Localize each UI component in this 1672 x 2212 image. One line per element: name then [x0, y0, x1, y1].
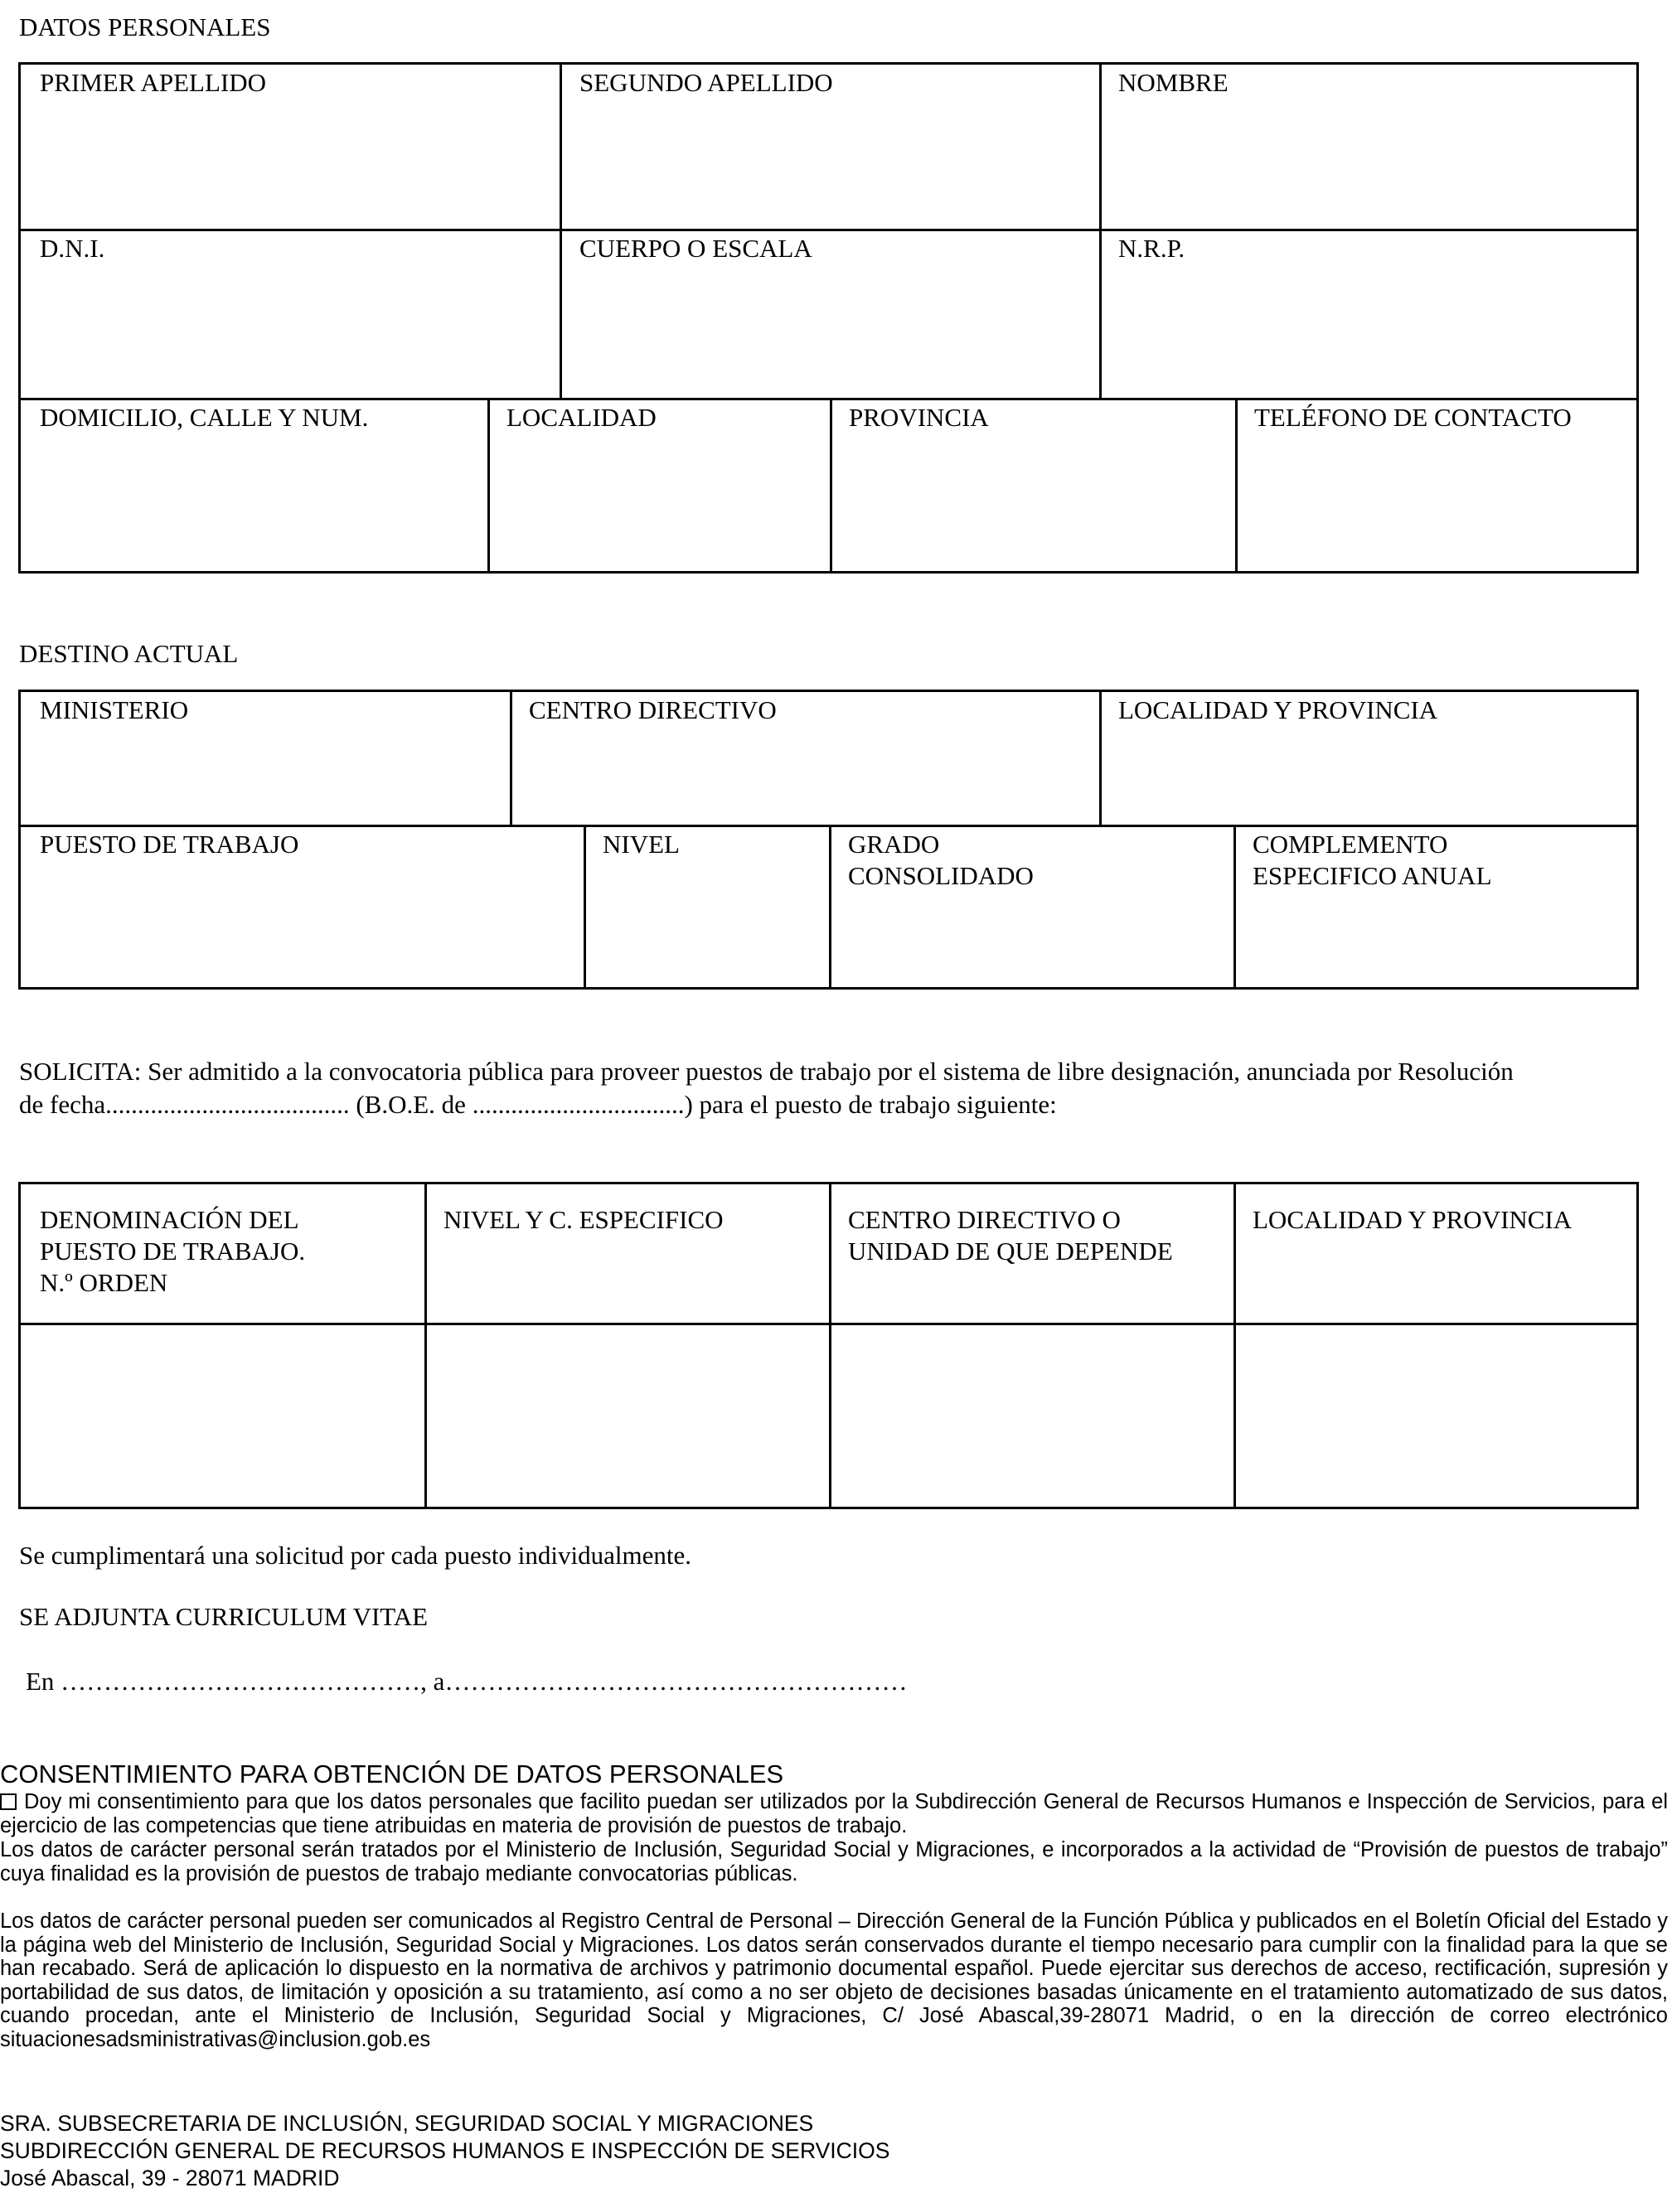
provincia-field[interactable]: PROVINCIA: [849, 403, 989, 432]
solicita-line-1: SOLICITA: Ser admitido a la convocatoria pública para proveer puestos de trabajo por el sistema de libre designación, anunciada por Resolución: [19, 1057, 1514, 1086]
complemento-field[interactable]: COMPLEMENTO ESPECIFICO ANUAL: [1253, 830, 1492, 890]
header-denominacion: DENOMINACIÓN DEL PUESTO DE TRABAJO. N.º ORDEN: [40, 1205, 306, 1297]
header-nivel-especifico: NIVEL Y C. ESPECIFICO: [443, 1205, 724, 1234]
column-divider: [487, 399, 490, 572]
segundo-apellido-field[interactable]: SEGUNDO APELLIDO: [579, 68, 833, 97]
datos-personales-table: [18, 62, 1639, 574]
puesto-solicitado-table: [18, 1182, 1639, 1509]
column-divider: [830, 399, 832, 572]
column-divider: [584, 826, 586, 988]
consentimiento-checkbox-paragraph: [0, 1790, 1668, 1837]
column-divider: [560, 65, 562, 399]
grado-consolidado-field[interactable]: GRADO CONSOLIDADO: [848, 830, 1034, 890]
column-divider: [829, 826, 831, 988]
nivel-especifico-input-cell[interactable]: [427, 1325, 829, 1507]
header-centro-directivo: CENTRO DIRECTIVO O UNIDAD DE QUE DEPENDE: [848, 1205, 1173, 1266]
domicilio-field[interactable]: DOMICILIO, CALLE Y NUM.: [40, 403, 369, 432]
denominacion-input-cell[interactable]: [21, 1325, 424, 1507]
destino-actual-table: [18, 690, 1639, 990]
column-divider: [1099, 692, 1102, 826]
nivel-field[interactable]: NIVEL: [603, 830, 680, 859]
localidad-field[interactable]: LOCALIDAD: [506, 403, 657, 432]
nrp-field[interactable]: N.R.P.: [1118, 234, 1185, 263]
consentimiento-paragraph-2: Los datos de carácter personal pueden ser comunicados al Registro Central de Personal – Dirección General de la Función Pública y publicados en el Boletín Oficial del Estado y la página web del Ministerio de Inclusión, Seguridad Social y Migraciones. Los datos serán conservados durante el tiempo necesario para cumplir con la finalidad para la que se han recabado. Será de aplicación lo dispuesto en la normativa de archivos y patrimonio documental español. Puede ejercitar sus derechos de acceso, rectificación, supresión y portabilidad de sus datos, de limitación y oposición a su tratamiento, así como a no ser objeto de decisiones basadas únicamente en el tratamiento automatizado de sus datos, cuando procedan, ante el Ministerio de Inclusión, Seguridad Social y Migraciones, C/ José Abascal,39-28071 Madrid, o en la dirección de correo electrónico situacionesadsministrativas@inclusion.gob.es: [0, 1909, 1668, 2051]
telefono-field[interactable]: TELÉFONO DE CONTACTO: [1254, 403, 1572, 432]
row-divider: [21, 398, 1636, 400]
consent-checkbox[interactable]: [0, 1793, 17, 1810]
column-divider: [510, 692, 512, 826]
localidad-provincia-field[interactable]: LOCALIDAD Y PROVINCIA: [1118, 695, 1438, 724]
header-localidad-provincia: LOCALIDAD Y PROVINCIA: [1253, 1205, 1573, 1234]
curriculum-note: SE ADJUNTA CURRICULUM VITAE: [19, 1602, 429, 1631]
centro-directivo-input-cell[interactable]: [831, 1325, 1233, 1507]
section-title-datos-personales: DATOS PERSONALES: [19, 12, 271, 41]
individual-note: Se cumplimentará una solicitud por cada puesto individualmente.: [19, 1541, 691, 1570]
destinatario-line-1: SRA. SUBSECRETARIA DE INCLUSIÓN, SEGURIDAD SOCIAL Y MIGRACIONES: [0, 2111, 814, 2136]
row-divider: [21, 229, 1636, 231]
localidad-provincia-input-cell[interactable]: [1236, 1325, 1636, 1507]
lugar-fecha-line[interactable]: En ……………………………………, a………………………………………………: [26, 1667, 908, 1696]
centro-directivo-field[interactable]: CENTRO DIRECTIVO: [529, 695, 777, 724]
nombre-field[interactable]: NOMBRE: [1118, 68, 1229, 97]
destinatario-line-3: José Abascal, 39 - 28071 MADRID: [0, 2166, 340, 2190]
ministerio-field[interactable]: MINISTERIO: [40, 695, 189, 724]
consentimiento-title: CONSENTIMIENTO PARA OBTENCIÓN DE DATOS PERSONALES: [0, 1759, 784, 1788]
consent-checkbox-text: Doy mi consentimiento para que los datos personales que facilito puedan ser utilizados por la Subdirección General de Recursos Humanos e Inspección de Servicios, para el ejercicio de las competencias que tiene atribuidas en materia de provisión de puestos de trabajo.: [0, 1790, 1668, 1837]
consentimiento-paragraph-1: Los datos de carácter personal serán tratados por el Ministerio de Inclusión, Seguridad Social y Migraciones, e incorporados a la actividad de “Provisión de puestos de trabajo” cuya finalidad es la provisión de puestos de trabajo mediante convocatorias públicas.: [0, 1838, 1668, 1885]
solicita-line-2: de fecha...................................... (B.O.E. de .................................) para el puesto de trabajo siguiente:: [19, 1090, 1057, 1119]
column-divider: [1233, 826, 1236, 988]
dni-field[interactable]: D.N.I.: [40, 234, 105, 263]
section-title-destino-actual: DESTINO ACTUAL: [19, 639, 239, 668]
column-divider: [1099, 65, 1102, 399]
column-divider: [1235, 399, 1238, 572]
cuerpo-escala-field[interactable]: CUERPO O ESCALA: [579, 234, 812, 263]
puesto-trabajo-field[interactable]: PUESTO DE TRABAJO: [40, 830, 299, 859]
destinatario-line-2: SUBDIRECCIÓN GENERAL DE RECURSOS HUMANOS E INSPECCIÓN DE SERVICIOS: [0, 2138, 890, 2163]
primer-apellido-field[interactable]: PRIMER APELLIDO: [40, 68, 266, 97]
